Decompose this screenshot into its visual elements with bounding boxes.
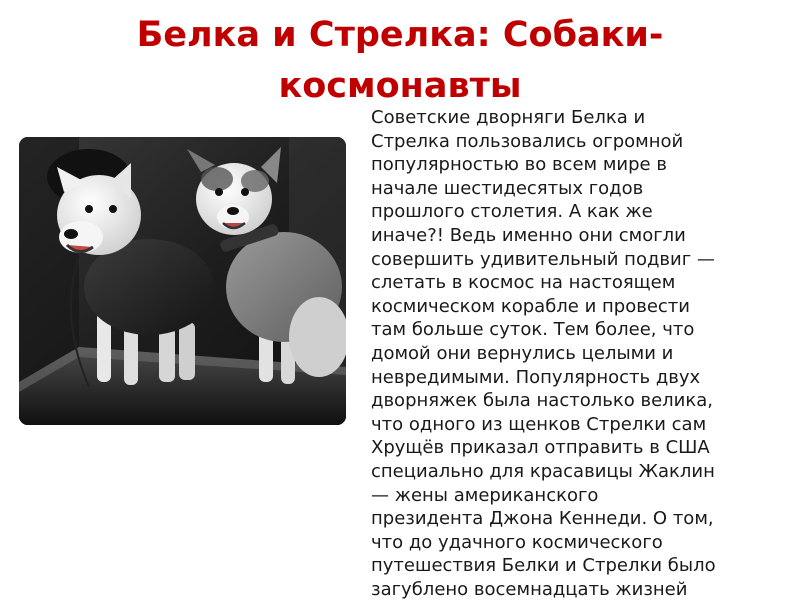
dogs-illustration [19,137,346,425]
dogs-photo [19,137,346,425]
slide-title: Белка и Стрелка: Собаки- космонавты [136,15,664,106]
body-text: Советские дворняги Белка и Стрелка пользовались огромной популярностью во всем мире в начале шестидесятых годов прошлого столетия. А как же иначе?! Ведь именно они смогли совершить удивительный подвиг — слетать в космос на настоящем космическом корабле и провести там больше суток. Тем более, что домой они вернулись целыми и невредимыми. Популярность двух дворняжек была настолько велика, что одного из щенков Стрелки сам Хрущёв приказал отправить в США специально для красавицы Жаклин — жены американского президента Джона Кеннеди. О том, что до удачного космического путешествия Белки и Стрелки было загублено восемнадцать жизней [371,107,716,600]
